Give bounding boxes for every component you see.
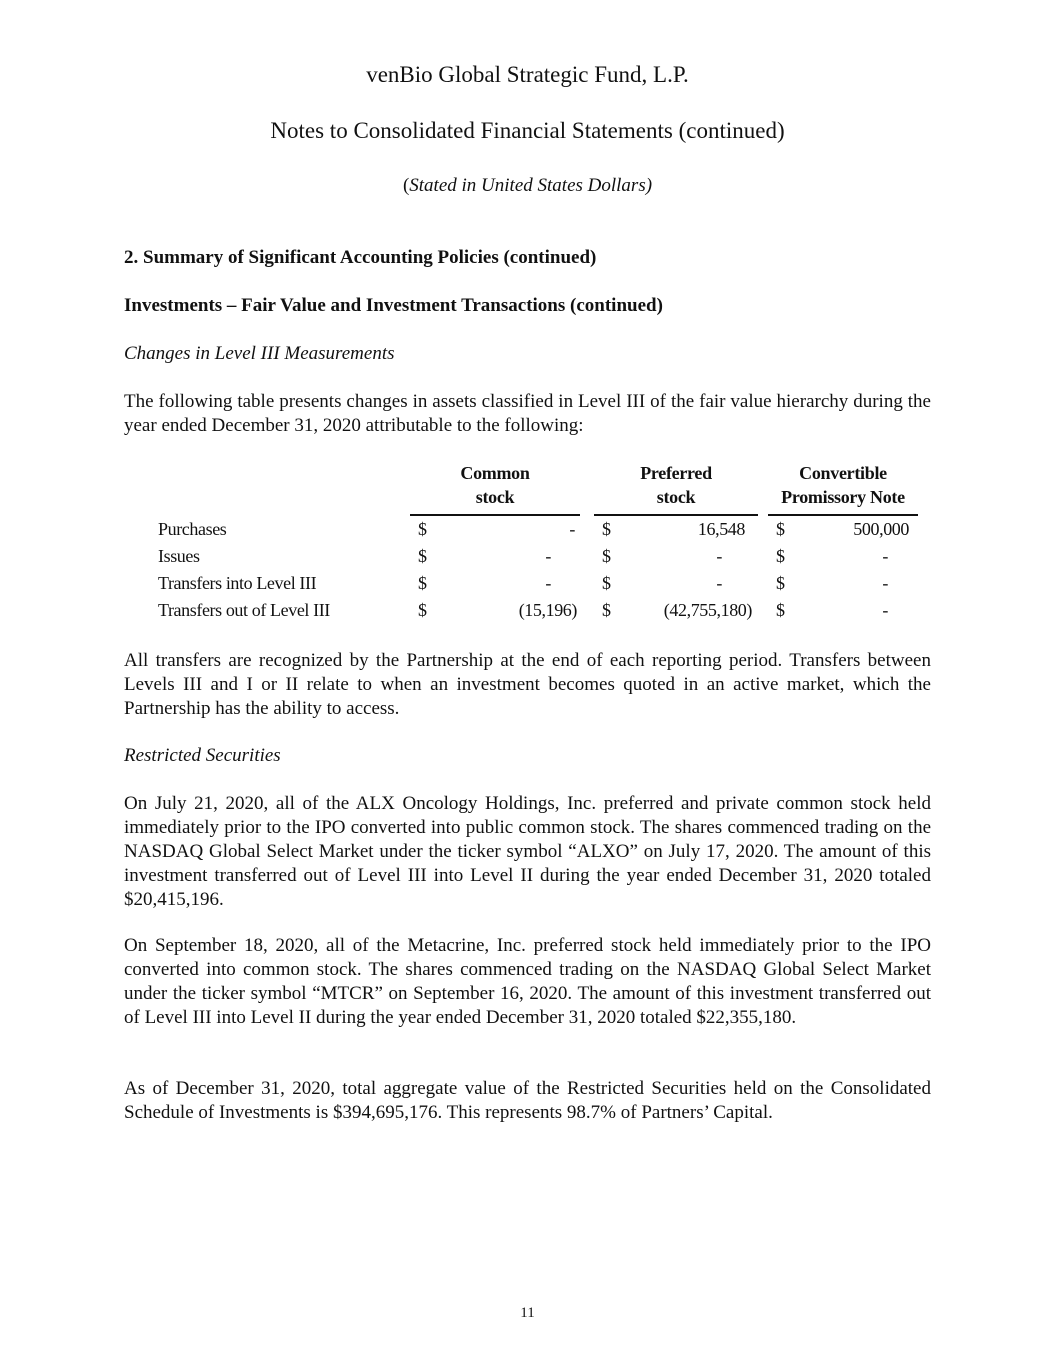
table-cell-value: -: [716, 573, 722, 593]
table-row-label: Purchases: [158, 519, 227, 539]
column-header-line: stock: [475, 487, 515, 507]
dollar-sign: $: [776, 546, 785, 566]
table-cell-value: -: [882, 600, 888, 620]
table-cell-value: -: [545, 573, 551, 593]
column-header-rule: [768, 514, 918, 516]
column-header-rule: [594, 514, 758, 516]
intro-paragraph: The following table presents changes in assets classified in Level III of the fair value hierarchy during the year ended December 31, 2020 attributable to the following:: [124, 391, 931, 436]
column-header-line: Preferred: [640, 463, 712, 483]
dollar-sign: $: [602, 573, 611, 593]
alx-paragraph: On July 21, 2020, all of the ALX Oncology Holdings, Inc. preferred and private common stock held immediately prior to the IPO converted into public common stock. The shares commenced trading on the NASDAQ Global Select Market under the ticker symbol “ALXO” on July 17, 2020. The amount of this investment transferred out of Level III into Level II during the year ended December 31, 2020 totaled $20,415,196.: [124, 793, 931, 910]
column-header-preferred: [594, 463, 758, 508]
table-cell-value: (15,196): [518, 600, 577, 620]
transfers-paragraph: All transfers are recognized by the Partnership at the end of each reporting period. Transfers between Levels III and I or II relate to when an investment becomes quoted in an active market, which the Partnership has the ability to access.: [124, 650, 931, 719]
table-cell-value: 500,000: [853, 519, 909, 539]
table-row-label: Transfers out of Level III: [158, 600, 330, 620]
table-cell-value: -: [569, 519, 575, 539]
fund-name: venBio Global Strategic Fund, L.P.: [366, 62, 689, 87]
dollar-sign: $: [418, 600, 427, 620]
table-cell-value: -: [882, 546, 888, 566]
dollar-sign: $: [418, 546, 427, 566]
column-header-convertible: [768, 463, 918, 508]
section-subheading: Investments – Fair Value and Investment Transactions (continued): [124, 295, 663, 316]
table-cell-value: -: [716, 546, 722, 566]
table-cell-value: -: [882, 573, 888, 593]
notes-title: Notes to Consolidated Financial Statements (continued): [270, 118, 785, 143]
column-header-line: stock: [656, 487, 696, 507]
changes-heading: Changes in Level III Measurements: [124, 343, 395, 364]
restricted-securities-heading: Restricted Securities: [124, 745, 281, 766]
dollar-sign: $: [602, 600, 611, 620]
dollar-sign: $: [418, 519, 427, 539]
aggregate-value-paragraph: As of December 31, 2020, total aggregate value of the Restricted Securities held on the Consolidated Schedule of Investments is $394,695,176. This represents 98.7% of Partners’ Capital.: [124, 1078, 931, 1123]
column-header-common: [410, 463, 580, 508]
page-number: 11: [520, 1305, 535, 1321]
metacrine-paragraph: On September 18, 2020, all of the Metacrine, Inc. preferred stock held immediately prior to the IPO converted into common stock. The shares commenced trading on the NASDAQ Global Select Market under the ticker symbol “MTCR” on September 16, 2020. The amount of this investment transferred out of Level III into Level II during the year ended December 31, 2020 totaled $22,355,180.: [124, 935, 931, 1028]
dollar-sign: $: [776, 573, 785, 593]
dollar-sign: $: [602, 519, 611, 539]
table-cell-value: (42,755,180): [663, 600, 752, 620]
dollar-sign: $: [602, 546, 611, 566]
table-row-label: Transfers into Level III: [158, 573, 317, 593]
dollar-sign: $: [418, 573, 427, 593]
column-header-line: Convertible: [799, 463, 887, 483]
section-heading: 2. Summary of Significant Accounting Policies (continued): [124, 247, 597, 268]
dollar-sign: $: [776, 519, 785, 539]
table-cell-value: -: [545, 546, 551, 566]
column-header-line: Common: [460, 463, 530, 483]
column-header-line: Promissory Note: [781, 487, 905, 507]
currency-statement-text: Stated in United States Dollars): [409, 175, 653, 196]
column-header-rule: [410, 514, 580, 516]
table-row-label: Issues: [158, 546, 200, 566]
currency-statement-open-paren: (: [402, 175, 410, 196]
dollar-sign: $: [776, 600, 785, 620]
table-cell-value: 16,548: [697, 519, 745, 539]
